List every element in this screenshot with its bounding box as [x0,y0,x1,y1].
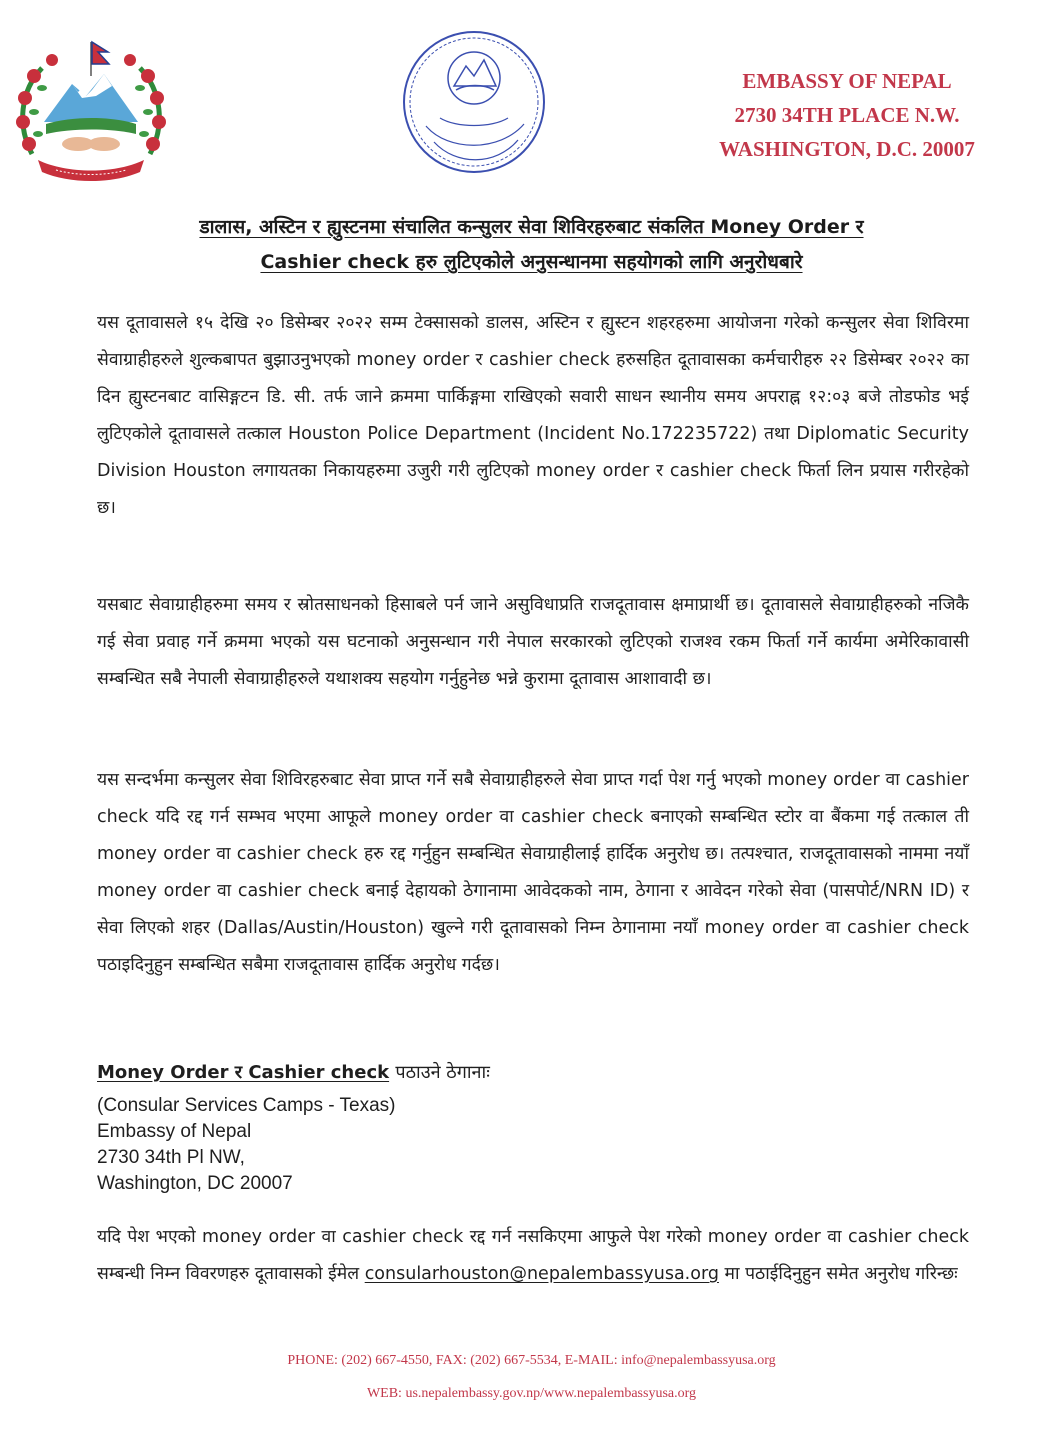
mailing-address-heading [97,1060,490,1084]
nepal-emblem-logo [12,36,170,186]
embassy-street-address: 2730 34TH PLACE N.W. [734,103,960,127]
address-line: 2730 34th Pl NW, [97,1147,245,1168]
body-paragraph-1: यस दूतावासले १५ देखि २० डिसेम्बर २०२२ सम्म टेक्सासको डालस, अस्टिन र ह्युस्टन शहरहरुमा आयोजना गरेको कन्सुलर सेवा शिविरमा सेवाग्राहीहरुले शुल्कबापत बुझाउनुभएको money order र cashier check हरुसहित दूतावासका कर्मचारीहरु २२ डिसेम्बर २०२२ का दिन ह्युस्टनबाट वासिङ्गटन डि. सी. तर्फ जाने क्रममा पार्किङ्गमा राखिएको सवारी साधन स्थानीय समय अपराह्न १२:०३ बजे तोडफोड भई लुटिएकोले दूतावासले तत्काल Houston Police Department (Incident No.172235722) तथा Diplomatic Security Division Houston लगायतका निकायहरुमा उजुरी गरी लुटिएको money order र cashier check फिर्ता लिन प्रयास गरीरहेको छ। [97,313,969,518]
mailing-address-block [97,1093,395,1197]
footer-web: WEB: us.nepalembassy.gov.np/www.nepalembassyusa.org [366,1386,697,1401]
subject-line-1: डालास, अस्टिन र ह्युस्टनमा संचालित कन्सुलर सेवा शिविरहरुबाट संकलित Money Order र [199,216,864,238]
letter-subject [60,210,1003,280]
embassy-name: EMBASSY OF NEPAL [742,69,952,93]
mailing-heading-underlined: Money Order र Cashier check [97,1062,390,1083]
footer-contact: PHONE: (202) 667-4550, FAX: (202) 667-5534, E-MAIL: info@nepalembassyusa.org [287,1353,776,1368]
embassy-seal-stamp [396,26,554,182]
mailing-heading-rest: पठाउने ठेगानाः [395,1062,490,1083]
embassy-letterhead [697,64,997,166]
address-line: Washington, DC 20007 [97,1173,293,1194]
subject-line-2: Cashier check हरु लुटिएकोले अनुसन्धानमा सहयोगको लागि अनुरोधबारे [260,251,803,273]
body-paragraph-3: यस सन्दर्भमा कन्सुलर सेवा शिविरहरुबाट सेवा प्राप्त गर्ने सबै सेवाग्राहीहरुले सेवा प्राप्त गर्दा पेश गर्नु भएको money order वा cashier check यदि रद्द गर्न सम्भव भएमा आफूले money order वा cashier check बनाएको सम्बन्धित स्टोर वा बैंकमा गई तत्काल ती money order वा cashier check हरु रद्द गर्नुहुन सम्बन्धित सेवाग्राहीलाई हार्दिक अनुरोध छ। तत्पश्चात, राजदूतावासको नाममा नयाँ money order वा cashier check बनाई देहायको ठेगानामा आवेदकको नाम, ठेगाना र आवेदन गरेको सेवा (पासपोर्ट/NRN ID) र सेवा लिएको शहर (Dallas/Austin/Houston) खुल्ने गरी दूतावासको निम्न ठेगानामा नयाँ money order वा cashier check पठाइदिनुहुन सम्बन्धित सबैमा राजदूतावास हार्दिक अनुरोध गर्दछ। [97,770,969,975]
body-paragraph-2: यसबाट सेवाग्राहीहरुमा समय र स्रोतसाधनको हिसाबले पर्न जाने असुविधाप्रति राजदूतावास क्षमाप्रार्थी छ। दूतावासले सेवाग्राहीहरुको नजिकै गई सेवा प्रवाह गर्ने क्रममा भएको यस घटनाको अनुसन्धान गरी नेपाल सरकारको लुटिएको राजश्व रकम फिर्ता गर्ने कार्यमा अमेरिकावासी सम्बन्धित सबै नेपाली सेवाग्राहीहरुले यथाशक्य सहयोग गर्नुहुनेछ भन्ने कुरामा दूतावास आशावादी छ। [97,595,969,689]
body-paragraph-4 [97,1219,969,1293]
address-line: Embassy of Nepal [97,1121,252,1142]
paragraph-4-closing: मा पठाईदिनुहुन समेत अनुरोध गरिन्छः [724,1264,958,1284]
paragraph-4-text: यदि पेश भएको money order वा cashier check रद्द गर्न नसकिएमा आफुले पेश गरेको money order वा cashier check सम्बन्धी निम्न विवरणहरु दूतावासको ईमेल [97,1227,969,1284]
consular-email-link[interactable]: consularhouston@nepalembassyusa.org [364,1264,719,1284]
embassy-city-address: WASHINGTON, D.C. 20007 [719,137,975,161]
address-line: (Consular Services Camps - Texas) [97,1095,396,1116]
